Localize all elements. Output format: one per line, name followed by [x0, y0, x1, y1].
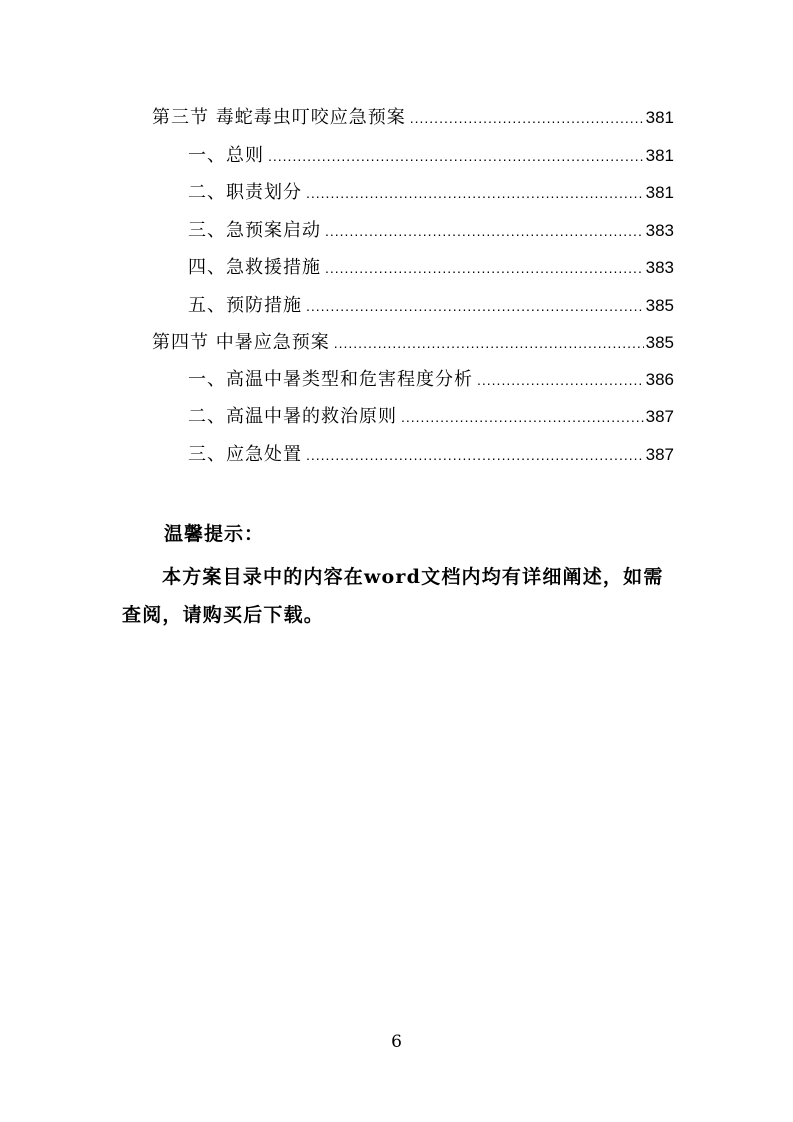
notice-body: 本方案目录中的内容在word文档内均有详细阐述，如需查阅，请购买后下载。: [122, 566, 664, 626]
toc-dot-leader: [401, 404, 644, 430]
toc-entry[interactable]: [188, 293, 674, 319]
toc-entry-label: 一、总则: [188, 145, 264, 166]
toc-entry-label: 三、急预案启动: [188, 220, 321, 241]
toc-dot-leader: [306, 293, 644, 319]
toc-dot-leader: [325, 218, 644, 244]
toc-entry-page: 385: [645, 296, 674, 315]
toc-entry-label: 五、预防措施: [188, 295, 302, 316]
toc-entry[interactable]: [188, 367, 674, 393]
toc-entry[interactable]: [188, 143, 674, 169]
toc-entry-page: 385: [645, 333, 674, 352]
toc-entry-page: 383: [645, 258, 674, 277]
toc-entry[interactable]: [188, 218, 674, 244]
toc-dot-leader: [334, 330, 644, 356]
toc-dot-leader: [306, 180, 644, 206]
toc-entry-label: 四、急救援措施: [188, 257, 321, 278]
toc-entry-label: 二、职责划分: [188, 182, 302, 203]
toc-entry-page: 381: [645, 108, 674, 127]
toc-entry-label: 一、高温中暑类型和危害程度分析: [188, 369, 473, 390]
toc-entry-label: 第三节 毒蛇毒虫叮咬应急预案: [152, 107, 406, 128]
toc-dot-leader: [306, 442, 644, 468]
notice-title: 温馨提示：: [164, 523, 265, 545]
toc-dot-leader: [268, 143, 644, 169]
page-number: 6: [391, 1032, 402, 1052]
toc-entry-page: 383: [645, 221, 674, 240]
toc-dot-leader: [325, 255, 644, 281]
toc-entry[interactable]: [188, 180, 674, 206]
toc-entry-page: 387: [645, 407, 674, 426]
toc-entry-label: 二、高温中暑的救治原则: [188, 406, 397, 427]
toc-entry[interactable]: [188, 255, 674, 281]
toc-entry-page: 386: [645, 370, 674, 389]
toc-dot-leader: [410, 105, 644, 131]
toc-entry-label: 第四节 中暑应急预案: [152, 332, 330, 353]
toc-entry-label: 三、应急处置: [188, 444, 302, 465]
toc-entry-page: 381: [645, 146, 674, 165]
toc-entry[interactable]: [152, 105, 674, 131]
toc-entry-page: 381: [645, 183, 674, 202]
toc-entry[interactable]: [188, 442, 674, 468]
toc-entry[interactable]: [188, 404, 674, 430]
toc-dot-leader: [477, 367, 644, 393]
toc-entry[interactable]: [152, 330, 674, 356]
toc-entry-page: 387: [645, 445, 674, 464]
